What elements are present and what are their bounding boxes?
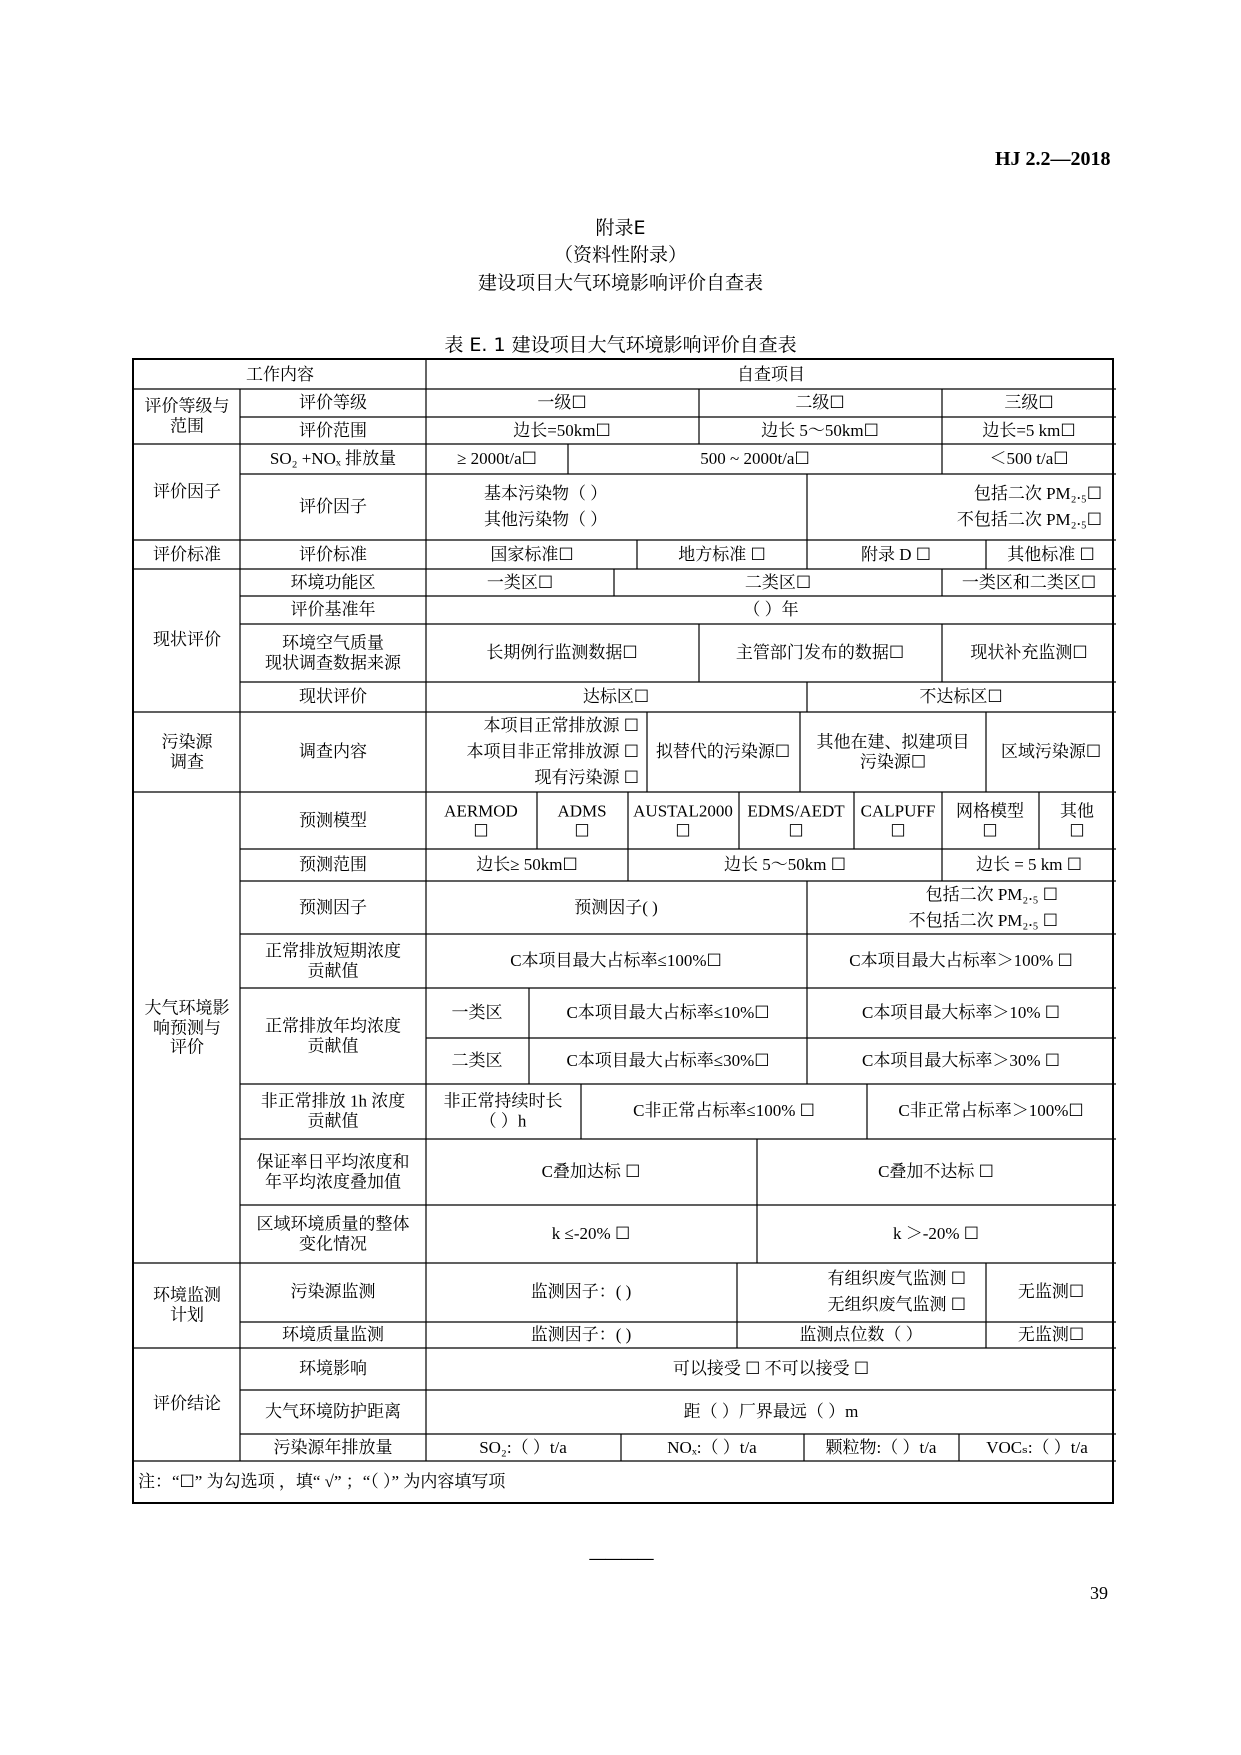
nox-emission-field[interactable]: NOₓ:（ ）t/a [667,1438,757,1458]
option-appendix-d[interactable]: 附录 D ☐ [860,545,932,565]
label-predict-range: 预测范围 [299,855,367,875]
appendix-type: （资料性附录） [553,244,687,266]
option-supplementary-monitoring[interactable]: 现状补充监测☐ [970,643,1088,663]
basic-pollutants-field[interactable]: 基本污染物（ ） [484,484,608,504]
group-factors: 评价因子 [153,482,221,502]
other-pollutants-field[interactable]: 其他污染物（ ） [484,510,608,530]
option-project-normal[interactable]: 本项目正常排放源 ☐ [483,716,639,736]
option-regional-source[interactable]: 区域污染源☐ [1000,742,1102,762]
option-annual-le-10[interactable]: C本项目最大占标率≤10%☐ [566,1003,770,1023]
label-grade: 评价等级 [299,393,367,413]
option-model-austal[interactable]: AUSTAL2000 ☐ [633,801,733,840]
label-factor: 评价因子 [299,497,367,517]
predict-factor-field[interactable]: 预测因子( ) [574,898,658,918]
group-prediction: 大气环境影 响预测与 评价 [144,998,230,1057]
option-model-aermod[interactable]: AERMOD ☐ [444,801,518,840]
appendix-title: 附录E [595,217,646,239]
option-range-1[interactable]: 边长=50km☐ [513,421,611,441]
label-zone-class-2: 二类区 [451,1051,503,1071]
option-grade-2[interactable]: 二级☐ [795,393,845,413]
option-incl-pm25[interactable]: 包括二次 PM₂.₅☐ [973,484,1102,504]
option-annual-gt-30[interactable]: C本项目最大标率＞30% ☐ [862,1051,1060,1071]
group-pollution-survey: 污染源 调查 [161,732,213,771]
label-annual-emission: 污染源年排放量 [273,1438,393,1458]
option-predict-range-1[interactable]: 边长≥ 50km☐ [476,855,578,875]
option-local-standard[interactable]: 地方标准 ☐ [678,545,766,565]
option-abnormal-le-100[interactable]: C非正常占标率≤100% ☐ [633,1101,815,1121]
option-superposition-fail[interactable]: C叠加不达标 ☐ [878,1162,994,1182]
option-abnormal-gt-100[interactable]: C非正常占标率＞100%☐ [898,1101,1084,1121]
label-survey-content: 调查内容 [299,742,367,762]
option-zone-2[interactable]: 二类区☐ [744,573,812,593]
option-short-le-100[interactable]: C本项目最大占标率≤100%☐ [510,951,722,971]
label-protection-distance: 大气环境防护距离 [265,1402,401,1422]
option-annual-gt-10[interactable]: C本项目最大标率＞10% ☐ [862,1003,1060,1023]
option-impact-acceptable[interactable]: 可以接受 ☐ 不可以接受 ☐ [672,1359,870,1379]
option-organized-gas[interactable]: 有组织废气监测 ☐ [827,1269,966,1289]
group-monitoring: 环境监测 计划 [153,1285,221,1324]
self-check-table [132,358,1114,1504]
option-project-abnormal[interactable]: 本项目非正常排放源 ☐ [466,742,639,762]
label-source-monitoring: 污染源监测 [290,1282,376,1302]
group-status: 现状评价 [153,630,221,650]
label-env-monitoring: 环境质量监测 [282,1325,384,1345]
option-no-env-monitoring[interactable]: 无监测☐ [1017,1325,1085,1345]
base-year-field[interactable]: （ ）年 [743,600,799,620]
option-model-calpuff[interactable]: CALPUFF ☐ [860,801,936,840]
label-short-term: 正常排放短期浓度 贡献值 [265,941,401,980]
pm-emission-field[interactable]: 颗粒物:（ ）t/a [825,1438,937,1458]
option-predict-excl-pm25[interactable]: 不包括二次 PM₂.₅ ☐ [908,911,1058,931]
option-zone-both[interactable]: 一类区和二类区☐ [961,573,1097,593]
label-zone-class-1: 一类区 [451,1003,503,1023]
standard-code: HJ 2.2—2018 [995,148,1111,170]
option-range-3[interactable]: 边长=5 km☐ [982,421,1076,441]
option-range-2[interactable]: 边长 5～50km☐ [761,421,879,441]
page-number: 39 [1090,1583,1108,1603]
source-monitoring-factor-field[interactable]: 监测因子：( ) [530,1282,632,1302]
option-authority-data[interactable]: 主管部门发布的数据☐ [735,643,905,663]
label-range: 评价范围 [299,421,367,441]
end-dash: ———— [588,1548,653,1569]
label-emission: SO₂ +NOₓ 排放量 [269,449,397,469]
label-data-source: 环境空气质量 现状调查数据来源 [265,633,401,672]
header-check-items: 自查项目 [737,365,805,385]
monitoring-points-field[interactable]: 监测点位数（ ） [799,1325,923,1345]
label-env-impact: 环境影响 [299,1359,367,1379]
option-unorganized-gas[interactable]: 无组织废气监测 ☐ [827,1295,966,1315]
option-k-gt-minus20[interactable]: k ＞-20% ☐ [892,1224,980,1244]
option-superposition-pass[interactable]: C叠加达标 ☐ [541,1162,641,1182]
option-predict-range-2[interactable]: 边长 5～50km ☐ [724,855,846,875]
group-standard: 评价标准 [153,545,221,565]
group-level-range: 评价等级与 范围 [144,396,230,435]
option-emission-1[interactable]: ≥ 2000t/a☐ [457,449,537,469]
option-annual-le-30[interactable]: C本项目最大占标率≤30%☐ [566,1051,770,1071]
option-predict-range-3[interactable]: 边长 = 5 km ☐ [975,855,1083,875]
env-monitoring-factor-field[interactable]: 监测因子：( ) [530,1325,632,1345]
option-replaced-source[interactable]: 拟替代的污染源☐ [655,742,791,762]
table-note: 注：“☐” 为勾选项 ，填“ √” ；“（ ）” 为内容填写项 [138,1472,506,1492]
abnormal-duration-field[interactable]: 非正常持续时长 （ ）h [443,1091,563,1130]
table-caption: 表 E. 1 建设项目大气环境影响评价自查表 [444,334,797,356]
group-conclusion: 评价结论 [153,1394,221,1414]
option-compliant-area[interactable]: 达标区☐ [582,687,650,707]
label-predict-factor: 预测因子 [299,898,367,918]
label-standard: 评价标准 [299,545,367,565]
label-abnormal: 非正常排放 1h 浓度 贡献值 [260,1091,406,1130]
protection-distance-field[interactable]: 距（ ）厂界最远（ ）m [683,1402,859,1422]
option-predict-incl-pm25[interactable]: 包括二次 PM₂.₅ ☐ [925,885,1058,905]
label-annual: 正常排放年均浓度 贡献值 [265,1016,401,1055]
option-k-le-minus20[interactable]: k ≤-20% ☐ [551,1224,631,1244]
label-superposition: 保证率日平均浓度和 年平均浓度叠加值 [256,1152,410,1191]
option-other-projects[interactable]: 其他在建、拟建项目 污染源☐ [816,732,970,771]
voc-emission-field[interactable]: VOCₛ:（ ）t/a [986,1438,1088,1458]
option-zone-1[interactable]: 一类区☐ [486,573,554,593]
option-model-grid[interactable]: 网格模型 ☐ [956,801,1024,840]
appendix-name: 建设项目大气环境影响评价自查表 [477,272,763,294]
option-emission-2[interactable]: 500 ~ 2000t/a☐ [700,449,810,469]
label-regional-change: 区域环境质量的整体 变化情况 [256,1214,410,1253]
option-excl-pm25[interactable]: 不包括二次 PM₂.₅☐ [956,510,1102,530]
option-model-other[interactable]: 其他 ☐ [1060,801,1094,840]
option-model-edms[interactable]: EDMS/AEDT ☐ [747,801,845,840]
option-short-gt-100[interactable]: C本项目最大占标率＞100% ☐ [849,951,1073,971]
option-existing-source[interactable]: 现有污染源 ☐ [534,768,639,788]
label-zone: 环境功能区 [290,573,376,593]
label-base-year: 评价基准年 [290,600,376,620]
option-grade-3[interactable]: 三级☐ [1004,393,1054,413]
label-status-eval: 现状评价 [299,687,367,707]
option-emission-3[interactable]: ＜500 t/a☐ [989,449,1069,469]
option-national-standard[interactable]: 国家标准☐ [490,545,574,565]
option-no-source-monitoring[interactable]: 无监测☐ [1017,1282,1085,1302]
option-routine-monitoring[interactable]: 长期例行监测数据☐ [486,643,638,663]
option-model-adms[interactable]: ADMS ☐ [557,801,607,840]
option-noncompliant-area[interactable]: 不达标区☐ [919,687,1003,707]
header-work-content: 工作内容 [246,365,314,385]
so2-emission-field[interactable]: SO₂:（ ）t/a [479,1438,567,1458]
option-other-standard[interactable]: 其他标准 ☐ [1007,545,1095,565]
label-model: 预测模型 [299,811,367,831]
option-grade-1[interactable]: 一级☐ [537,393,587,413]
